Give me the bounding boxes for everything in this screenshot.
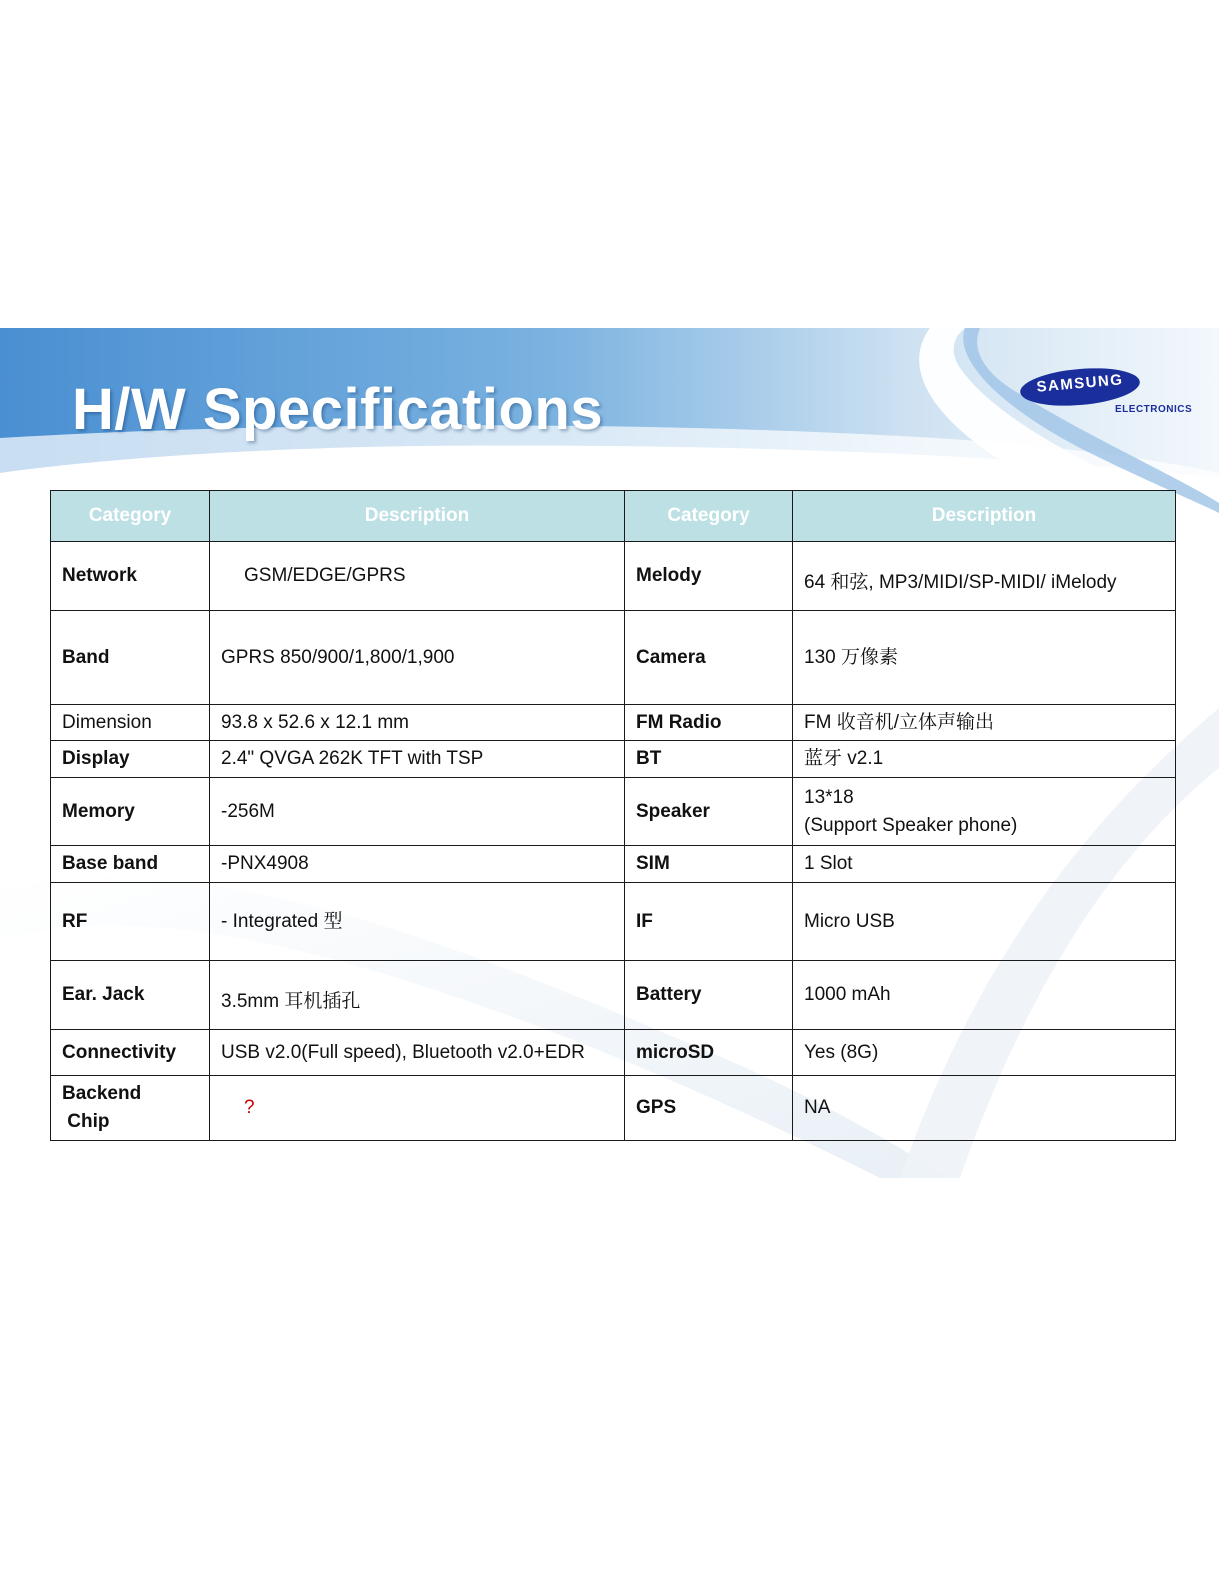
category-cell: Connectivity [51,1030,210,1076]
logo-subtitle: ELECTRONICS [1115,404,1193,415]
category-cell: Speaker [625,778,793,846]
description-cell: 64 和弦, MP3/MIDI/SP-MIDI/ iMelody [793,542,1176,611]
description-cell: 1000 mAh [793,961,1176,1030]
description-cell: 蓝牙 v2.1 [793,741,1176,778]
category-cell: RF [51,883,210,961]
header-description: Description [210,491,625,542]
description-cell: USB v2.0(Full speed), Bluetooth v2.0+EDR [210,1030,625,1076]
description-cell: - Integrated 型 [210,883,625,961]
category-cell: Camera [625,611,793,705]
category-cell: FM Radio [625,705,793,741]
description-cell: Yes (8G) [793,1030,1176,1076]
description-cell [793,778,1176,846]
category-line: Chip [62,1111,110,1132]
category-cell: Network [51,542,210,611]
header-category: Category [625,491,793,542]
table-row [51,961,1176,1030]
category-cell: IF [625,883,793,961]
logo-wordmark: SAMSUNG [1035,371,1125,396]
table-header-row [51,491,1176,542]
page-title: H/W Specifications [72,377,604,442]
description-cell: NA [793,1076,1176,1141]
category-cell: BT [625,741,793,778]
description-cell: FM 收音机/立体声输出 [793,705,1176,741]
description-cell: -PNX4908 [210,846,625,883]
description-cell: 1 Slot [793,846,1176,883]
category-cell: GPS [625,1076,793,1141]
category-line: Backend [62,1083,142,1104]
description-cell: Micro USB [793,883,1176,961]
description-cell: 2.4" QVGA 262K TFT with TSP [210,741,625,778]
spec-table [50,490,1176,1141]
table-row [51,883,1176,961]
table-row [51,1076,1176,1141]
description-cell: 93.8 x 52.6 x 12.1 mm [210,705,625,741]
table-row [51,1030,1176,1076]
category-cell: Base band [51,846,210,883]
table-row [51,542,1176,611]
category-cell: Band [51,611,210,705]
description-cell: -256M [210,778,625,846]
description-cell: 130 万像素 [793,611,1176,705]
category-cell [51,1076,210,1141]
speaker-note: (Support Speaker phone) [804,814,1018,836]
table-row [51,846,1176,883]
samsung-logo [1015,364,1195,424]
category-cell: Battery [625,961,793,1030]
header-description: Description [793,491,1176,542]
category-cell: SIM [625,846,793,883]
header-category: Category [51,491,210,542]
category-cell: Ear. Jack [51,961,210,1030]
speaker-size: 13*18 [804,786,854,808]
category-cell: microSD [625,1030,793,1076]
description-cell: 3.5mm 耳机插孔 [210,961,625,1030]
category-cell: Display [51,741,210,778]
table-row [51,705,1176,741]
category-cell: Melody [625,542,793,611]
description-cell: GPRS 850/900/1,800/1,900 [210,611,625,705]
table-row [51,611,1176,705]
table-row [51,778,1176,846]
description-cell: ? [210,1076,625,1141]
category-cell: Dimension [51,705,210,741]
table-row [51,741,1176,778]
description-cell: GSM/EDGE/GPRS [210,542,625,611]
category-cell: Memory [51,778,210,846]
